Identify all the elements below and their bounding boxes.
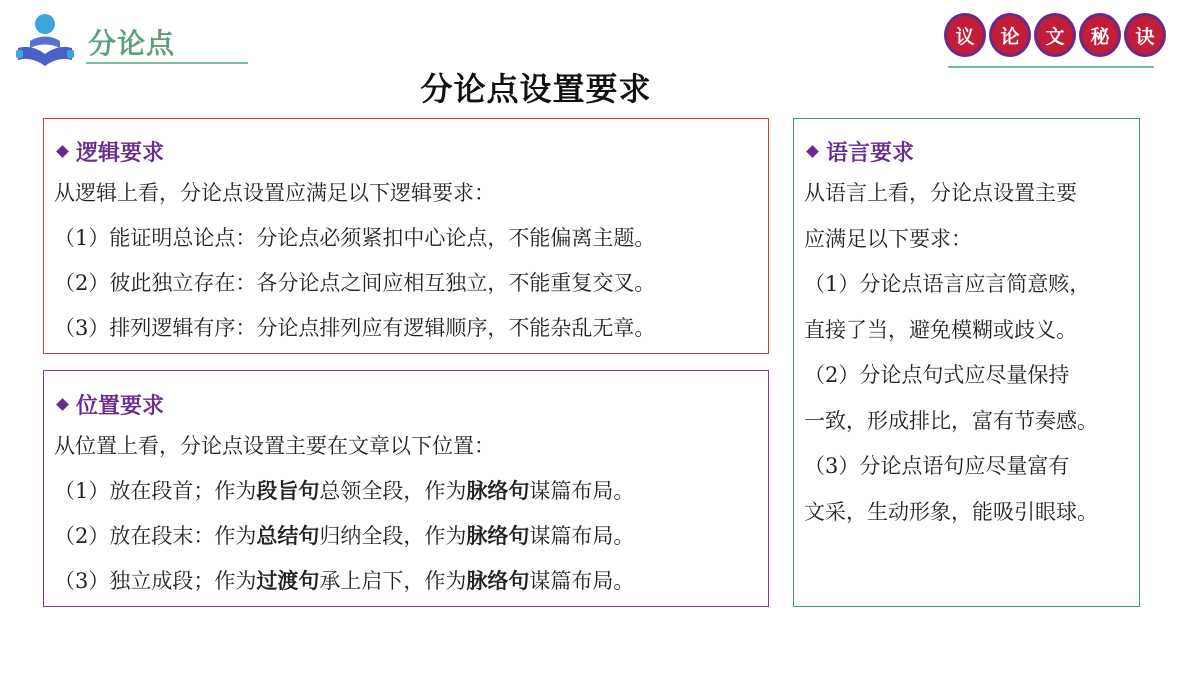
position-item-text: （1）放在段首；作为: [54, 479, 257, 503]
logic-line: （2）彼此独立存在：各分论点之间应相互独立，不能重复交叉。: [54, 271, 656, 295]
position-item: [54, 469, 758, 514]
logic-heading: [54, 131, 758, 171]
position-heading-text: 位置要求: [76, 393, 165, 419]
logic-line: 从逻辑上看，分论点设置应满足以下逻辑要求：: [54, 181, 495, 205]
badge-jue: 诀: [1124, 13, 1166, 57]
position-item-text: （3）独立成段；作为: [54, 569, 257, 593]
language-line: （2）分论点句式应尽量保持: [804, 363, 1070, 387]
badge-wen: 文: [1034, 13, 1076, 57]
language-line: （3）分论点语句应尽量富有: [804, 454, 1070, 478]
position-item-text: 谋篇布局。: [529, 569, 635, 593]
position-item-keyword: 脉络句: [466, 569, 530, 593]
diamond-bullet-icon: [56, 145, 69, 158]
position-item-text: 谋篇布局。: [529, 479, 635, 503]
language-line: 一致，形成排比，富有节奏感。: [804, 408, 1098, 433]
language-line: 直接了当，避免模糊或歧义。: [804, 317, 1077, 342]
position-intro: 从位置上看，分论点设置主要在文章以下位置：: [54, 434, 495, 458]
position-item-keyword: 过渡句: [256, 569, 320, 593]
logic-heading-text: 逻辑要求: [76, 140, 165, 166]
language-heading: [804, 131, 1129, 171]
logic-requirements-panel: [43, 118, 769, 354]
badge-lun: 论: [989, 13, 1031, 57]
language-requirements-panel: [793, 118, 1140, 607]
badge-mi: 秘: [1079, 13, 1121, 57]
position-heading: [54, 384, 758, 424]
diamond-bullet-icon: [806, 145, 819, 158]
position-requirements-panel: [43, 370, 769, 607]
position-item: [54, 559, 758, 604]
language-heading-text: 语言要求: [826, 140, 915, 166]
section-label: 分论点: [88, 27, 176, 60]
position-item-text: （2）放在段末：作为: [54, 524, 257, 548]
position-item-keyword: 段旨句: [256, 479, 320, 503]
page-title: 分论点设置要求: [420, 70, 652, 108]
position-item-text: 归纳全段，作为: [319, 524, 467, 548]
logic-line: （3）排列逻辑有序：分论点排列应有逻辑顺序，不能杂乱无章。: [54, 316, 656, 340]
language-line: 从语言上看，分论点设置主要: [804, 181, 1077, 205]
position-item-text: 总领全段，作为: [319, 479, 467, 503]
position-item-text: 承上启下，作为: [319, 569, 467, 593]
position-item-keyword: 脉络句: [466, 524, 530, 548]
badge-yi: 议: [944, 13, 986, 57]
position-item-keyword: 脉络句: [466, 479, 530, 503]
language-line: 应满足以下要求：: [804, 226, 972, 251]
reading-person-icon: [14, 8, 76, 68]
badge-row: [944, 13, 1166, 57]
position-item-text: 谋篇布局。: [529, 524, 635, 548]
language-line: （1）分论点语言应言简意赅，: [804, 272, 1091, 296]
language-line: 文采，生动形象，能吸引眼球。: [804, 499, 1098, 524]
position-item: [54, 514, 758, 559]
logic-line: （1）能证明总论点：分论点必须紧扣中心论点，不能偏离主题。: [54, 226, 656, 250]
position-item-keyword: 总结句: [256, 524, 320, 548]
diamond-bullet-icon: [56, 398, 69, 411]
